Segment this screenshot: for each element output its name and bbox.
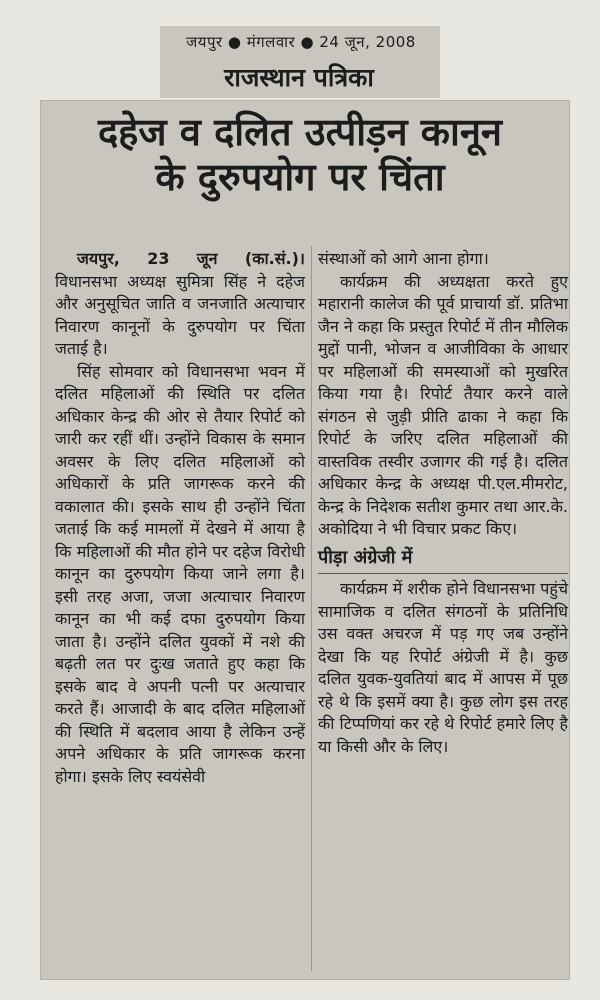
- newspaper-name: राजस्थान पत्रिका: [224, 63, 374, 92]
- masthead: [160, 26, 440, 98]
- article-left-column: [55, 248, 305, 788]
- headline-line-2: के दुरुपयोग पर चिंता: [155, 154, 445, 199]
- left-paragraph-1: [55, 248, 305, 361]
- column-divider: [311, 246, 312, 971]
- subheading-rule: [318, 573, 568, 574]
- left-paragraph-2: सिंह सोमवार को विधानसभा भवन में दलित महिलाओं की स्थिति पर दलित अधिकार केन्द्र की ओर से तैयार रिपोर्ट को जारी कर रहीं थीं। उन्होंने विकास के समान अवसर के लिए दलित महिलाओं को अधिकारों के प्रति जागरूक करने की वकालात की। इसके साथ ही उन्होंने चिंता जताई कि कई मामलों में देखने में आया है कि महिलाओं की मौत होने पर दहेज विरोधी कानून का दुरुपयोग किया जाने लगा है। इसी तरह अजा, जजा अत्याचार निवारण कानून का भी कई दफा दुरुपयोग किया जाता है। उन्होंने दलित युवकों में नशे की बढ़ती लत पर दुःख जताते हुए कहा कि इसके बाद वे अपनी पत्नी पर अत्याचार करते हैं। आजादी के बाद दलित महिलाओं की स्थिति में बदलाव आया है लेकिन उन्हें अपने अधिकार के प्रति जागरूक करना होगा। इसके लिए स्वयंसेवी: [55, 361, 305, 786]
- right-paragraph-3: कार्यक्रम में शरीक होने विधानसभा पहुंचे सामाजिक व दलित संगठनों के प्रतिनिधि उस वक्त अचरज में पड़ गए जब उन्होंने देखा कि यह रिपोर्ट अंग्रेजी में है। कुछ दलित युवक-युवतियां बाद में आपस में पूछ रहे थे कि इसमें क्या है। कुछ लोग इस तरह की टिप्पणियां कर रहे थे रिपोर्ट हमारे लिए है या किसी और के लिए।: [318, 579, 568, 756]
- article-headline: [50, 110, 550, 200]
- article-right-column: [318, 248, 568, 758]
- headline-line-1: दहेज व दलित उत्पीड़न कानून: [97, 110, 503, 154]
- masthead-date-line: जयपुर ● मंगलवार ● 24 जून, 2008: [186, 33, 416, 51]
- article-dateline: जयपुर, 23 जून (का.सं.)।: [77, 249, 305, 268]
- left-paragraph-1-text: विधानसभा अध्यक्ष सुमित्रा सिंह ने दहेज और अनुसूचित जाति व जनजाति अत्याचार निवारण कानूनों के दुरुपयोग पर चिंता जताई है।: [55, 271, 305, 358]
- right-paragraph-1: संस्थाओं को आगे आना होगा।: [318, 249, 489, 268]
- subheading: पीड़ा अंग्रेजी में: [318, 546, 413, 568]
- right-paragraph-2: कार्यक्रम की अध्यक्षता करते हुए महारानी कालेज की पूर्व प्राचार्या डॉ. प्रतिभा जैन ने कहा कि प्रस्तुत रिपोर्ट में तीन मौलिक मुद्दों पानी, भोजन व आजीविका के आधार पर महिलाओं की समस्याओं को मुखरित किया गया है। रिपोर्ट तैयार करने वाले संगठन से जुड़ी प्रीति ढाका ने कहा कि रिपोर्ट के जरिए दलित महिलाओं की वास्तविक तस्वीर उजागर की गई है। दलित अधिकार केन्द्र के अध्यक्ष पी.एल.मीमरोट, केन्द्र के निदेशक सतीश कुमार तथा आर.के. अकोदिया ने भी विचार प्रकट किए।: [318, 271, 568, 538]
